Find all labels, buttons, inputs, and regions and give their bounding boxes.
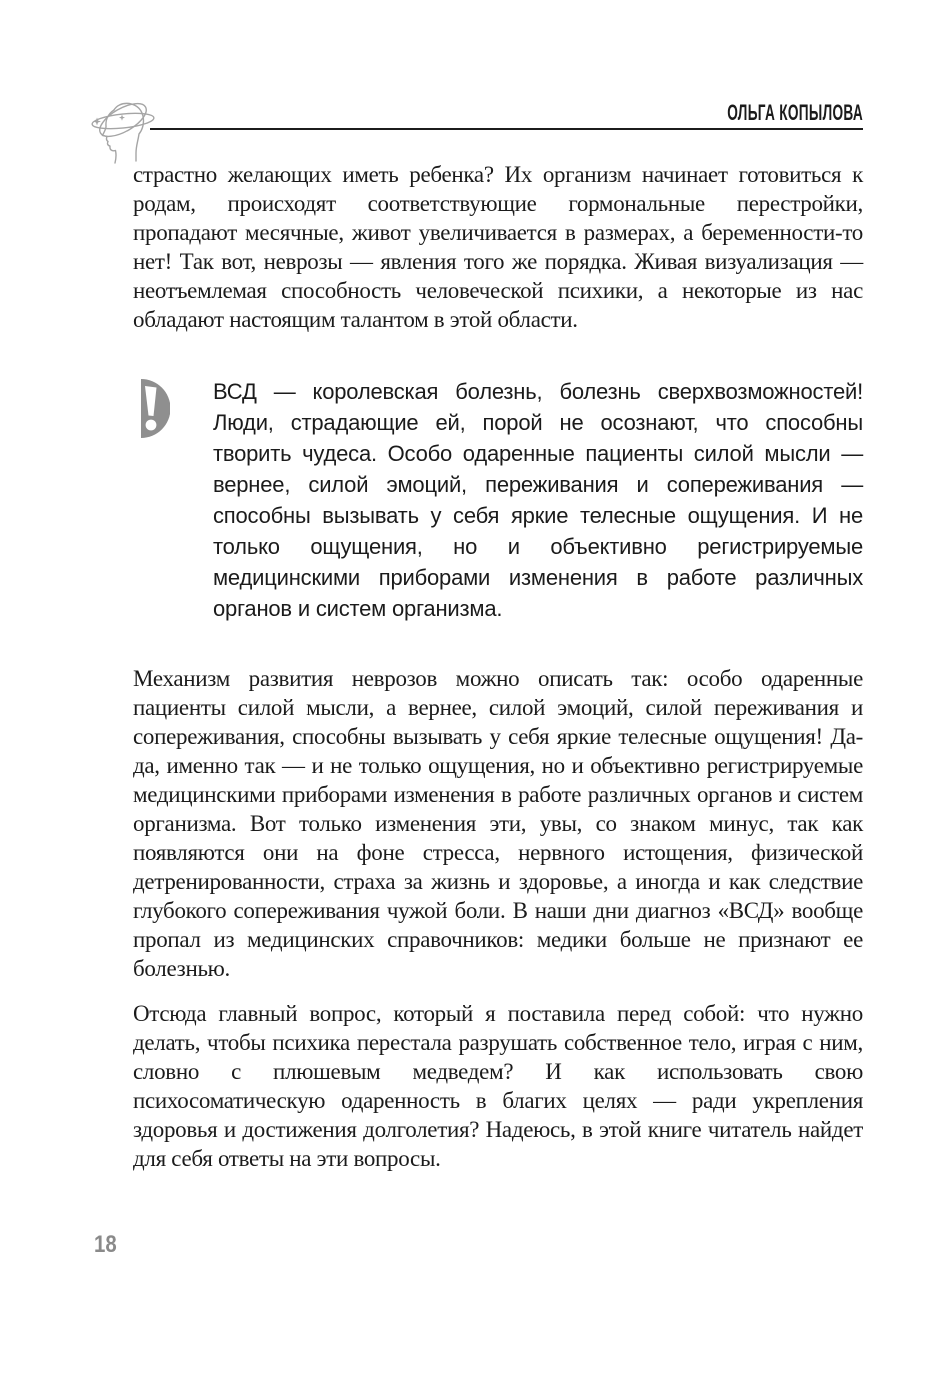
exclamation-icon: [140, 379, 170, 447]
paragraph: страстно желающих иметь ребенка? Их организм начинает готовиться к родам, происходят соответствующие гормональные перестройки, пропадают месячные, живот увеличивается в размерах, а беременности-то нет! Так вот, неврозы — явления того же порядка. Живая визуализация — неотъемлемая способность человеческой психики, а некоторые из нас обладают настоящим талантом в этой области.: [133, 162, 863, 332]
paragraph: Механизм развития неврозов можно описать так: особо одаренные пациенты силой мысли, а вернее, силой эмоций, силой переживания и сопереживания, способны вызывать у себя яркие телесные ощущения! Да-да, именно так — и не только ощущения, но и объективно регистрируемые медицинскими приборами изменения в работе различных органов и систем организма. Вот только изменения эти, увы, со знаком минус, так как появляются они на фоне стресса, нервного истощения, физической детренированности, страха за жизнь и здоровье, а иногда и как следствие глубокого сопереживания чужой боли. В наши дни диагноз «ВСД» вообще пропал из медицинских справочников: медики больше не признают ее болезнью.: [133, 666, 863, 981]
running-header-author: ОЛЬГА КОПЫЛОВА: [727, 100, 863, 125]
paragraph: Отсюда главный вопрос, который я поставила перед собой: что нужно делать, чтобы психика перестала разрушать собственное тело, играя с ним, словно с плюшевым медведем? И как использовать свою психосоматическую одаренность в благих целях — ради укрепления здоровья и достижения долголетия? Надеюсь, в этой книге читатель найдет для себя ответы на эти вопросы.: [133, 1001, 863, 1171]
callout: [133, 376, 863, 624]
callout-text: ВСД — королевская болезнь, болезнь сверхвозможностей! Люди, страдающие ей, порой не осознают, что способны творить чудеса. Особо одаренные пациенты силой мысли — вернее, силой эмоций, переживания и сопереживания — способны вызывать у себя яркие телесные ощущения. И не только ощущения, но и объективно регистрируемые медицинскими приборами изменения в работе различных органов и систем организма.: [213, 379, 863, 621]
header-rule: [150, 128, 863, 130]
text-column: [133, 160, 863, 1173]
page-number: 18: [94, 1231, 117, 1258]
